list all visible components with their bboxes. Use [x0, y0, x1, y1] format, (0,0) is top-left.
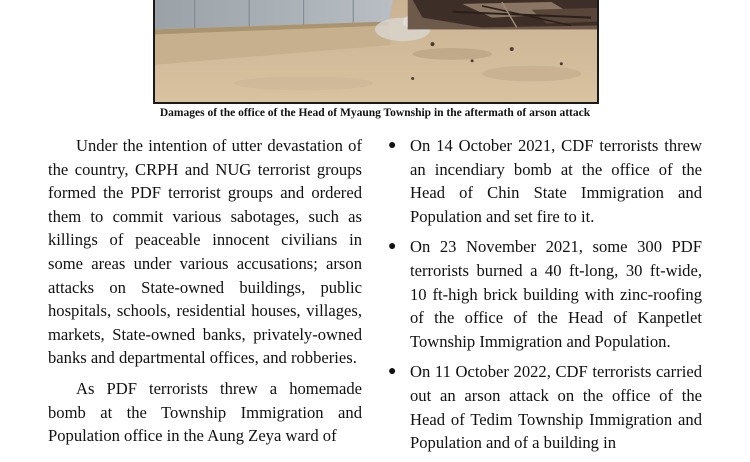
paragraph: Under the intention of utter devastation of the country, CRPH and NUG terrorist groups formed the PDF terrorist groups and ordered them to commit various sabotages, such as killings of peaceable innocent civilians in some areas under various accusations; arson attacks on State-owned buildings, public hospitals, schools, residential houses, villages, markets, State-owned banks, privately-owned banks and departmental offices, and robberies. — [48, 136, 362, 368]
list-item-text: On 14 October 2021, CDF terrorists threw an incendiary bomb at the office of the Head of Chin State Immigration and Population and set fire to it. — [410, 136, 702, 226]
list-item — [390, 360, 702, 454]
list-item — [390, 235, 702, 353]
list-item-text: On 11 October 2022, CDF terrorists carried out an arson attack on the office of the Head of Tedim Township Immigration and Population and of a building in — [410, 362, 702, 453]
paragraph: As PDF terrorists threw a homemade bomb at the Township Immigration and Population office in the Aung Zeya ward of — [48, 378, 362, 446]
list-item-text: On 23 November 2021, some 300 PDF terrorists burned a 40 ft-long, 30 ft-wide, 10 ft-high brick building with zinc-roofing of the office of the Head of Kanpetlet Township Immigration and Population. — [410, 237, 702, 351]
list-item — [390, 134, 702, 228]
bullet-icon: ● — [388, 364, 397, 380]
bullet-icon: ● — [388, 239, 397, 255]
photo-caption: Damages of the office of the Head of Myaung Township in the aftermath of arson attack — [159, 107, 591, 119]
incident-list — [390, 134, 702, 455]
bullet-icon: ● — [388, 138, 397, 153]
burned-building-image — [155, 0, 597, 102]
left-column — [48, 134, 362, 455]
news-photo — [153, 0, 599, 104]
right-column — [390, 134, 702, 462]
